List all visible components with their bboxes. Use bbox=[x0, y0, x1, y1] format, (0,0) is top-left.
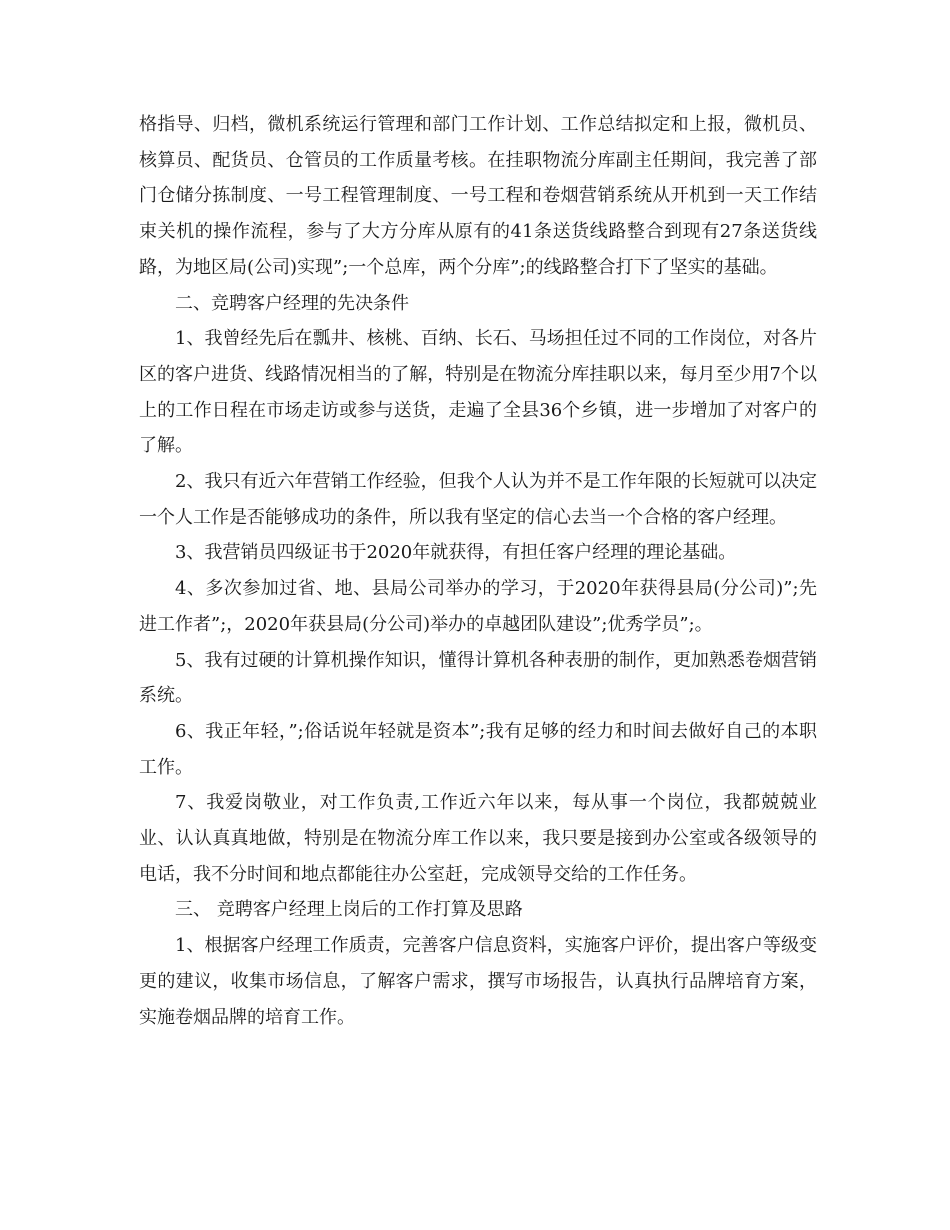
paragraph-item-5: 5、我有过硬的计算机操作知识，懂得计算机各种表册的制作，更加熟悉卷烟营销系统。 bbox=[139, 649, 817, 707]
paragraph-item-1: 1、我曾经先后在瓢井、核桃、百纳、长石、马场担任过不同的工作岗位，对各片区的客户进货、线路情况相当的了解，特别是在物流分库挂职以来，每月至少用7个以上的工作日程在市场走访或参与送货，走遍了全县36个乡镇，进一步增加了对客户的了解。 bbox=[139, 328, 817, 457]
section-heading-2: 二、竞聘客户经理的先决条件 bbox=[175, 292, 409, 314]
section-heading-3: 三、 竞聘客户经理上岗后的工作打算及思路 bbox=[175, 899, 523, 921]
paragraph-item-6: 6、我正年轻，”;俗话说年轻就是资本”;我有足够的经力和时间去做好自己的本职工作。 bbox=[139, 720, 817, 778]
document-body bbox=[139, 107, 817, 1035]
paragraph-item-4: 4、多次参加过省、地、县局公司举办的学习，于2020年获得县局(分公司)”;先进工作者”;，2020年获县局(分公司)举办的卓越团队建设”;优秀学员”;。 bbox=[139, 578, 817, 635]
paragraph-item-7: 7、我爱岗敬业，对工作负责,工作近六年以来，每从事一个岗位，我都兢兢业业、认认真真地做，特别是在物流分库工作以来，我只要是接到办公室或各级领导的电话，我不分时间和地点都能往办公室赶，完成领导交给的工作任务。 bbox=[139, 792, 817, 885]
paragraph-item-2: 2、我只有近六年营销工作经验，但我个人认为并不是工作年限的长短就可以决定一个人工作是否能够成功的条件，所以我有坚定的信心去当一个合格的客户经理。 bbox=[139, 471, 817, 528]
paragraph-plan-1: 1、根据客户经理工作质责，完善客户信息资料，实施客户评价，提出客户等级变更的建议，收集市场信息，了解客户需求，撰写市场报告，认真执行品牌培育方案，实施卷烟品牌的培育工作。 bbox=[139, 935, 817, 1028]
paragraph-continued: 格指导、归档，微机系统运行管理和部门工作计划、工作总结拟定和上报，微机员、核算员、配货员、仓管员的工作质量考核。在挂职物流分库副主任期间，我完善了部门仓储分拣制度、一号工程管理制度、一号工程和卷烟营销系统从开机到一天工作结束关机的操作流程，参与了大方分库从原有的41条送货线路整合到现有27条送货线路，为地区局(公司)实现”;一个总库，两个分库”;的线路整合打下了坚实的基础。 bbox=[139, 114, 817, 278]
paragraph-item-3: 3、我营销员四级证书于2020年就获得，有担任客户经理的理论基础。 bbox=[175, 542, 737, 564]
